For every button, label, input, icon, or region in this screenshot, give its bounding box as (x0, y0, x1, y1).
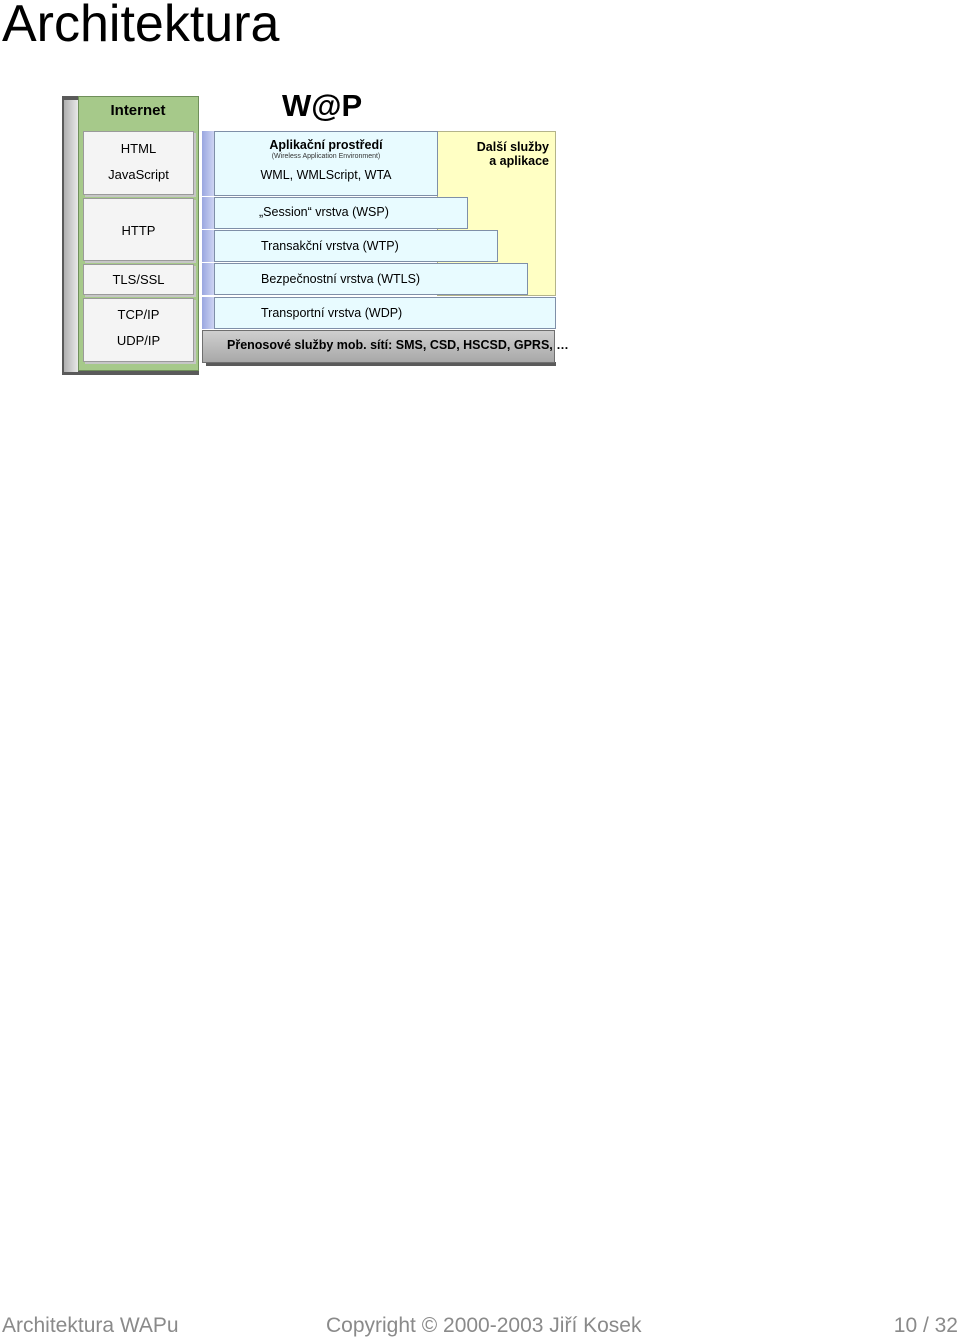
internet-http-label: HTTP (121, 223, 156, 238)
internet-box-tcp-udp (83, 298, 194, 362)
session-layer (214, 197, 468, 229)
transport-label: Transportní vrstva (WDP) (261, 306, 403, 320)
app-env-subtitle: (Wireless Application Environment) (271, 153, 381, 160)
footer-page-number: 10 / 32 (893, 1314, 958, 1337)
app-env-layer (214, 131, 438, 196)
internet-column-side (64, 100, 78, 372)
transport-layer (214, 297, 556, 329)
other-services-label (477, 140, 549, 168)
session-label: „Session“ vrstva (WSP) (259, 205, 389, 219)
internet-udp-label: UDP/IP (116, 333, 161, 348)
other-services-line2: a aplikace (489, 154, 549, 168)
transaction-label: Transakční vrstva (WTP) (261, 239, 399, 253)
internet-html-label: HTML (120, 141, 157, 156)
internet-tls-label: TLS/SSL (112, 272, 165, 287)
security-layer (214, 263, 528, 295)
security-label: Bezpečnostní vrstva (WTLS) (261, 272, 421, 286)
bearer-label: Přenosové služby mob. sítí: SMS, CSD, HSCSD, GPRS, … (227, 338, 569, 352)
app-env-title: Aplikační prostředí (269, 138, 383, 152)
other-services-line1: Další služby (476, 140, 549, 154)
footer-copyright: Copyright © 2000-2003 Jiří Kosek (326, 1314, 642, 1337)
wap-title: W@P (282, 88, 363, 123)
internet-box-http (83, 198, 194, 261)
bearer-layer (202, 330, 569, 363)
internet-title: Internet (110, 102, 166, 119)
footer-left: Architektura WAPu (2, 1314, 179, 1337)
page-title: Architektura (2, 0, 280, 53)
internet-javascript-label: JavaScript (108, 167, 169, 182)
internet-tcp-label: TCP/IP (117, 307, 160, 322)
internet-box-html-javascript (83, 131, 194, 195)
app-env-items: WML, WMLScript, WTA (260, 168, 392, 182)
transaction-layer (214, 230, 498, 262)
internet-box-tls (83, 264, 194, 295)
wap-architecture-diagram (0, 0, 960, 400)
